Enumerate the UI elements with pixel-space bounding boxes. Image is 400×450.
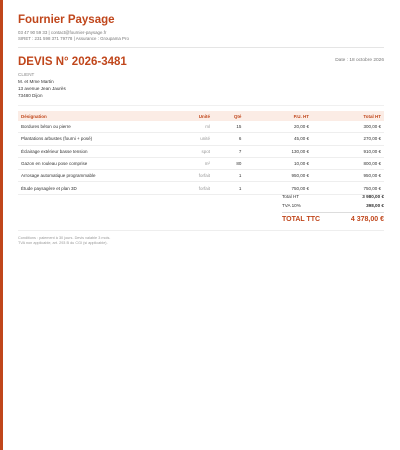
row-unit-price: 20,00 € — [244, 121, 312, 133]
client-street: 13 avenue Jean Jaurès — [18, 86, 66, 91]
row-total: 800,00 € — [312, 157, 384, 169]
client-city: 73480 Dijon — [18, 93, 43, 98]
row-unit: m² — [178, 157, 213, 169]
col-designation: Désignation — [18, 111, 178, 121]
row-designation: Étude paysagère et plan 3D — [18, 182, 178, 194]
row-qty: 7 — [213, 145, 244, 157]
tva-row — [282, 201, 384, 211]
col-qty: Qté — [213, 111, 244, 121]
col-unit-price: P.U. HT — [244, 111, 312, 121]
row-unit: forfait — [178, 170, 213, 182]
col-total: Total HT — [312, 111, 384, 121]
row-unit-price: 45,00 € — [244, 133, 312, 145]
row-unit-price: 10,00 € — [244, 157, 312, 169]
table-row — [18, 157, 384, 169]
tva-value: 398,00 € — [366, 203, 384, 208]
row-qty: 15 — [213, 121, 244, 133]
table-header-row — [18, 111, 384, 121]
row-total: 300,00 € — [312, 121, 384, 133]
accent-bar — [0, 0, 3, 450]
col-unit: Unité — [178, 111, 213, 121]
company-name: Fournier Paysage — [18, 14, 115, 26]
row-total: 910,00 € — [312, 145, 384, 157]
row-designation: Arrosage automatique programmable — [18, 170, 178, 182]
quote-date: Date : 18 octobre 2026 — [335, 58, 384, 63]
quote-title: DEVIS N° 2026-3481 — [18, 56, 127, 68]
row-designation: Bordures béton ou pierre — [18, 121, 178, 133]
row-qty: 6 — [213, 133, 244, 145]
tva-label: TVA 10% — [282, 203, 301, 208]
footer-tva-note: TVA non applicable, art. 293 B du CGI (si applicable). — [18, 241, 108, 245]
row-total: 750,00 € — [312, 182, 384, 194]
table-row — [18, 145, 384, 157]
row-total: 270,00 € — [312, 133, 384, 145]
table-row — [18, 133, 384, 145]
row-unit-price: 130,00 € — [244, 145, 312, 157]
company-contact: 03 47 90 59 33 | contact@fournier-paysage.fr — [18, 30, 107, 35]
client-name: M. et Mme Martin — [18, 79, 54, 84]
total-ht-label: Total HT — [282, 194, 300, 199]
row-designation: Éclairage extérieur basse tension — [18, 145, 178, 157]
row-total: 950,00 € — [312, 170, 384, 182]
row-unit: spot — [178, 145, 213, 157]
row-unit: ml — [178, 121, 213, 133]
quote-lines-table — [18, 111, 384, 195]
client-label: CLIENT — [18, 72, 35, 77]
totals-divider — [282, 212, 384, 213]
footer-divider — [18, 230, 384, 231]
company-legal: SIRET : 231 598 371 79778 | Assurance : Groupama Pro — [18, 36, 129, 41]
header-divider — [18, 47, 384, 48]
row-unit-price: 950,00 € — [244, 170, 312, 182]
row-qty: 80 — [213, 157, 244, 169]
row-designation: Gazon en rouleau pose comprise — [18, 157, 178, 169]
row-designation: Plantations arbustes (fourni + posé) — [18, 133, 178, 145]
client-divider — [18, 105, 384, 106]
total-ttc-value: 4 378,00 € — [350, 216, 384, 223]
table-row — [18, 121, 384, 133]
row-unit-price: 750,00 € — [244, 182, 312, 194]
row-qty: 1 — [213, 170, 244, 182]
row-qty: 1 — [213, 182, 244, 194]
table-row — [18, 170, 384, 182]
row-unit: unité — [178, 133, 213, 145]
footer-conditions: Conditions : paiement à 30 jours. Devis valable 3 mois. — [18, 236, 111, 240]
total-ht-value: 3 980,00 € — [362, 194, 384, 199]
row-unit: forfait — [178, 182, 213, 194]
total-ttc-label: TOTAL TTC — [282, 216, 321, 223]
